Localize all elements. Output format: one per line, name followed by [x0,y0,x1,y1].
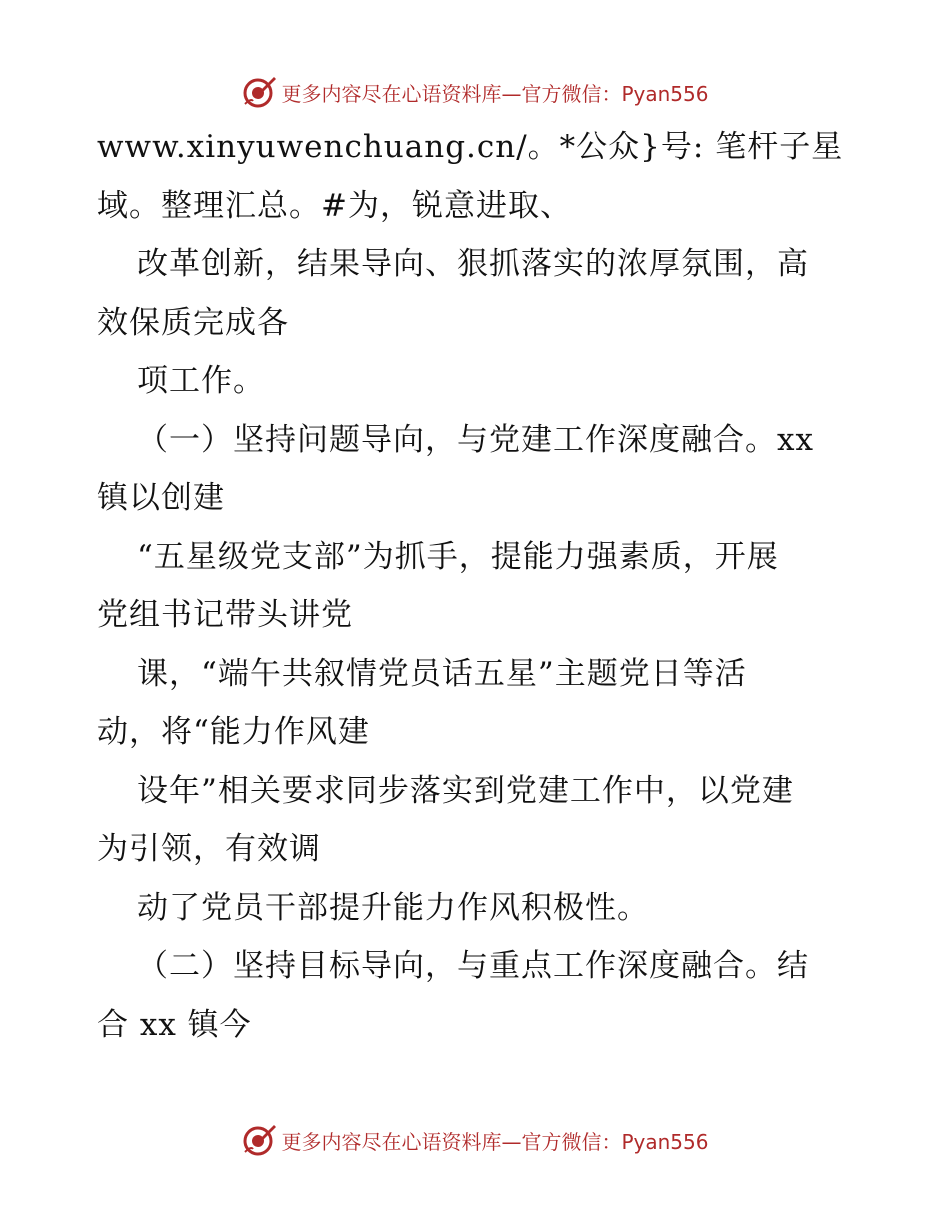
footer-banner-text: 更多内容尽在心语资料库—官方微信：Pyan556 [281,1129,709,1154]
text-line: 动，将“能力作风建 [97,714,370,750]
text-line: 课，“端午共叙情党员话五星”主题党日等活 [137,655,747,692]
section-heading-1: （一）坚持问题导向，与党建工作深度融合。xx [137,421,814,458]
header-banner-text: 更多内容尽在心语资料库—官方微信：Pyan556 [281,81,709,106]
text-line: 为引领，有效调 [97,831,321,867]
text-line: 动了党员干部提升能力作风积极性。 [137,889,649,926]
pen-logo-icon [241,1122,277,1158]
text-line: 项工作。 [137,363,265,399]
text-line: 设年”相关要求同步落实到党建工作中，以党建 [137,772,794,809]
document-body [97,118,857,1054]
text-line: 党组书记带头讲党 [97,597,353,633]
footer-banner [0,1120,950,1160]
text-line: 镇以创建 [97,480,225,516]
text-line: 效保质完成各 [97,304,289,341]
text-line: 合 xx 镇今 [97,1006,252,1043]
section-heading-2: （二）坚持目标导向，与重点工作深度融合。结 [137,948,809,984]
text-line: www.xinyuwenchuang.cn/。*公众}号: 笔杆子星 [97,129,844,165]
text-line: “五星级党支部”为抓手，提能力强素质，开展 [137,538,779,575]
header-banner [0,72,950,112]
pen-logo-icon [241,74,277,110]
text-line: 域。整理汇总。#为，锐意进取、 [97,187,572,224]
text-line: 改革创新，结果导向、狠抓落实的浓厚氛围，高 [137,246,809,282]
